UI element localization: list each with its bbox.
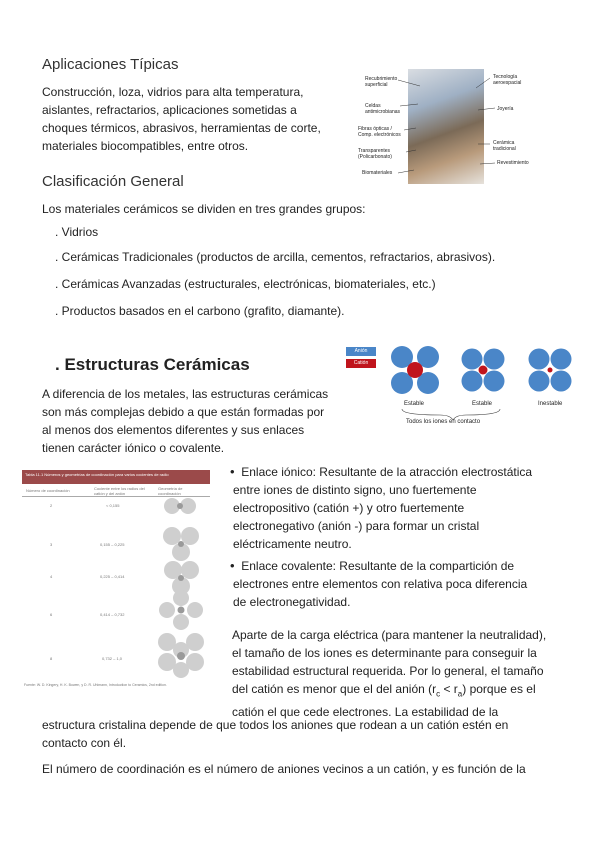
coordination-number-paragraph: El número de coordinación es el número de aniones vecinos a un catión, y es función de la [42,762,526,776]
bullet-icon: • [230,558,235,573]
list-item: . Vidrios [55,225,99,239]
label-inestable: Inestable [538,401,563,407]
cation-circle [479,366,488,375]
anion-circle [462,349,483,370]
section-title-aplicaciones: Aplicaciones Típicas [42,56,179,73]
fig-label: Fibras ópticas / Comp. electrónicos [358,126,401,138]
bullet-covalent-bond: • Enlace covalente: Resultante de la compartición de electrones entre elementos con relativa poca diferencia de electronegatividad. [230,558,528,609]
anion-circle [484,349,505,370]
table-cell: 6 [50,612,53,617]
table-cell: 0,414 – 0,732 [100,612,125,617]
table-header: Número de coordinación [26,488,70,493]
bullet-icon: • [230,464,235,479]
list-item: . Cerámicas Avanzadas (estructurales, electrónicas, biomateriales, etc.) [55,277,436,291]
table-header: Geometría de coordinación [158,486,183,496]
label-estable-2: Estable [472,401,493,407]
table-footnote: Fuente: W. D. Kingery, H. K. Bowen, y D. R. Uhlmann, Introduction to Ceramics, 2nd edition. [24,683,167,687]
stable-config-2 [462,349,505,392]
fig-label: Biomateriales [362,170,393,176]
fig-label: Transparentes (Policarbonato) [358,148,392,160]
anion-circle [551,349,572,370]
ion-diagrams [340,343,580,428]
table-cell: 2 [50,503,53,508]
applications-figure [340,66,555,186]
table-cell: 4 [50,574,53,579]
coordination-geometries [22,470,210,690]
anion-circle [484,371,505,392]
figure-leader-lines [340,66,555,186]
fig-label: Cerámica tradicional [493,140,516,152]
anion-circle [529,349,550,370]
section-title-clasificacion: Clasificación General [42,173,184,190]
legend-cation: Catión [346,359,376,368]
estructuras-intro: A diferencia de los metales, las estructuras cerámicas son más complejas debido a que están formadas por al menos dos elementos diferentes y sus enlaces tienen carácter iónico o covalente. [42,387,329,455]
label-estable-1: Estable [404,401,425,407]
fig-label: Celdas antimicrobianas [365,103,401,115]
list-item: . Productos basados en el carbono (grafito, diamante). [55,304,345,318]
ion-size-paragraph: Aparte de la carga eléctrica (para mantener la neutralidad), el tamaño de los iones es determinante para conseguir la estabilidad estructural requerida. Por lo general, el tamaño del catión es menor que el del anión $(r_c < r_a)$ porque es el catión el que cede electrones. La estabilidad de la [232,628,547,720]
fig-label: Tecnología aeroespacial [493,74,522,86]
table-cell: 0,155 – 0,225 [100,542,125,547]
table-cell: 8 [50,656,53,661]
cation-circle [407,362,423,378]
anion-circle [551,371,572,392]
section-title-estructuras: . Estructuras Cerámicas [55,355,250,374]
unstable-config [529,349,572,392]
table-cell: 3 [50,542,53,547]
fig-label: Recubrimiento superficial [365,76,398,88]
coordination-table [22,470,210,690]
bullet-ionic-bond: • Enlace iónico: Resultante de la atracción electrostática entre iones de distinto signo, uno fuertemente electropositivo (catión +) y otro fuertemente electronegativo (anión -) para formar un cristal eléctricamente neutro. [230,464,533,551]
anion-circle [462,371,483,392]
fig-label: Revestimiento [497,160,529,166]
table-header: Cociente entre los radios del catión y del anión [94,486,145,496]
caption-all-ions-contact: Todos los iones en contacto [406,419,481,425]
fig-label: Joyería [497,106,514,112]
list-item: . Cerámicas Tradicionales (productos de arcilla, cementos, refractarios, abrasivos). [55,250,496,264]
ion-size-paragraph-continued: estructura cristalina depende de que todos los aniones que rodean a un catión estén en contacto con él. [42,718,509,750]
ion-stability-figure [340,343,580,428]
aplicaciones-paragraph: Construcción, loza, vidrios para alta temperatura, aislantes, refractarios, aplicaciones sometidas a choques térmicos, abrasivos, herramientas de corte, materiales biocompatibles, entre otros. [42,85,321,153]
stable-config-1 [391,346,439,394]
table-cell: < 0,155 [106,503,120,508]
anion-circle [529,371,550,392]
legend-anion: Anión [346,347,376,356]
cation-circle [548,368,553,373]
clasificacion-intro: Los materiales cerámicos se dividen en tres grandes grupos: [42,202,366,216]
table-cell: 0,732 – 1,0 [102,656,123,661]
table-cell: 0,225 – 0,414 [100,574,125,579]
table-title: Tabla 11.1 Números y geometrías de coordinación para varios cocientes de radio [25,472,169,477]
